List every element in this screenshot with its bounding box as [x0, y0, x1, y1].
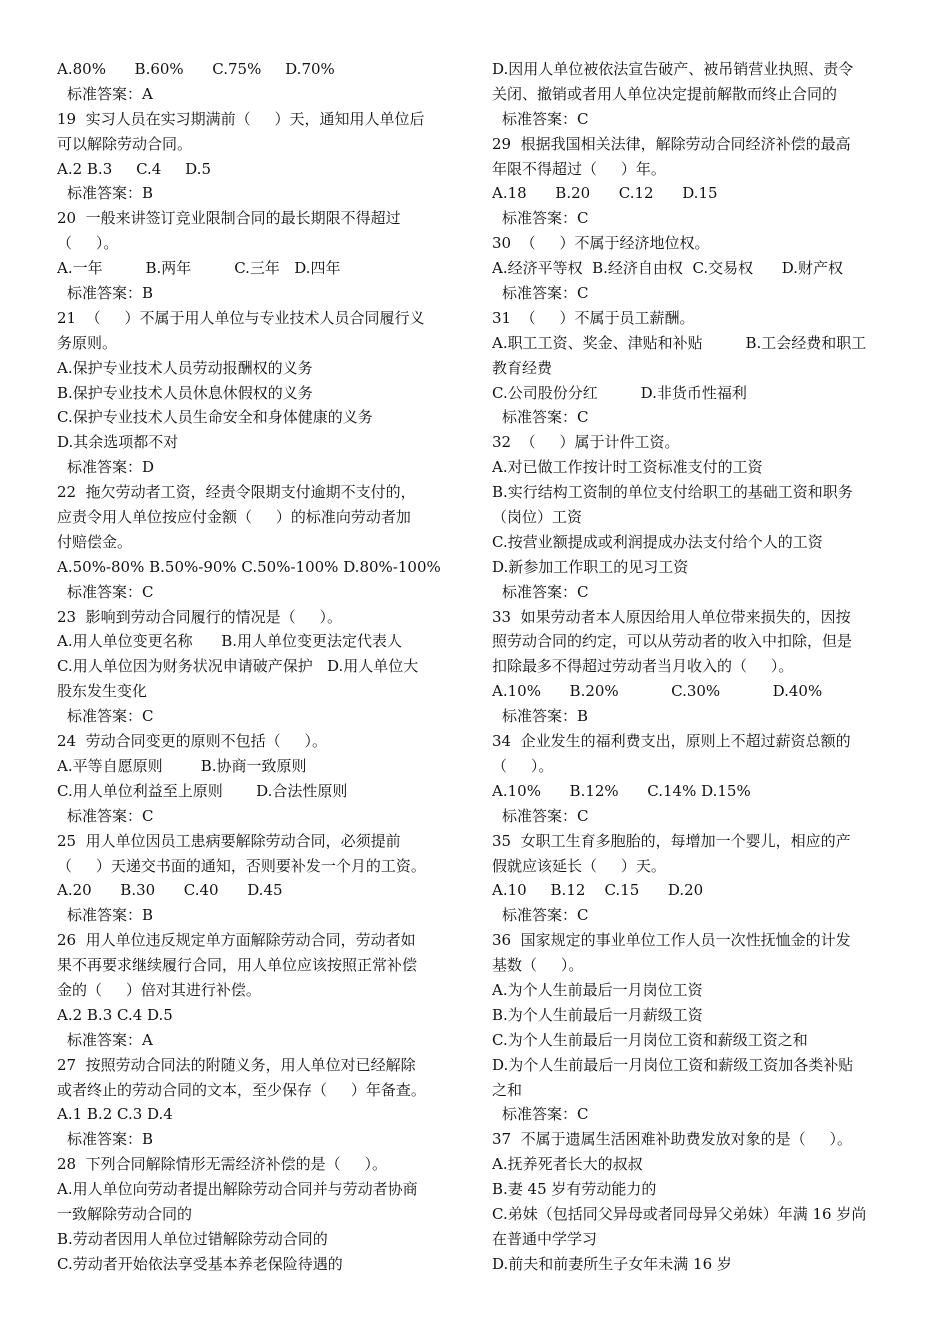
answer-option: B.劳动者因用人单位过错解除劳动合同的	[57, 1229, 328, 1248]
answer-option: A.10 B.12 C.15 D.20	[492, 881, 704, 900]
answer-option: A.一年 B.两年 C.三年 D.四年	[57, 259, 341, 278]
standard-answer: 标准答案：C	[502, 284, 589, 303]
answer-option: A.20 B.30 C.40 D.45	[57, 881, 283, 900]
answer-option: C.保护专业技术人员生命安全和身体健康的义务	[57, 408, 373, 427]
answer-option: 股东发生变化	[57, 682, 148, 701]
question-text: （ ）。	[57, 234, 119, 253]
answer-option: B.妻 45 岁有劳动能力的	[492, 1180, 657, 1199]
standard-answer: 标准答案：C	[502, 109, 589, 128]
answer-option: A.80% B.60% C.75% D.70%	[57, 60, 335, 78]
question-text: 25 用人单位因员工患病要解除劳动合同，必须提前	[57, 831, 401, 850]
answer-option: D.新参加工作职工的见习工资	[492, 557, 689, 576]
answer-option: 在普通中学学习	[492, 1229, 598, 1248]
question-text: 务原则。	[57, 333, 118, 352]
question-text: 29 根据我国相关法律，解除劳动合同经济补偿的最高	[492, 134, 851, 153]
answer-option: （岗位）工资	[492, 508, 583, 527]
answer-option: A.经济平等权 B.经济自由权 C.交易权 D.财产权	[492, 259, 844, 278]
answer-option: D.前夫和前妻所生子女年未满 16 岁	[492, 1254, 732, 1273]
question-text: 33 如果劳动者本人原因给用人单位带来损失的，因按	[492, 607, 851, 626]
answer-option: C.用人单位因为财务状况申请破产保护 D.用人单位大	[57, 657, 419, 676]
standard-answer: 标准答案：B	[67, 906, 154, 925]
answer-option: B.为个人生前最后一月薪级工资	[492, 1005, 703, 1024]
question-text: 付赔偿金。	[57, 532, 133, 551]
answer-option: A.10% B.20% C.30% D.40%	[492, 682, 823, 701]
answer-option: A.为个人生前最后一月岗位工资	[492, 980, 703, 999]
question-text: 34 企业发生的福利费支出，原则上不超过薪资总额的	[492, 732, 851, 751]
question-text: 28 下列合同解除情形无需经济补偿的是（ ）。	[57, 1155, 387, 1174]
answer-option: A.平等自愿原则 B.协商一致原则	[57, 756, 307, 775]
answer-option: C.弟妹（包括同父异母或者同母异父弟妹）年满 16 岁尚	[492, 1204, 867, 1223]
answer-option: A.保护专业技术人员劳动报酬权的义务	[57, 358, 313, 377]
answer-option: A.职工工资、奖金、津贴和补贴 B.工会经费和职工	[492, 333, 867, 352]
answer-option: A.用人单位向劳动者提出解除劳动合同并与劳动者协商	[57, 1180, 418, 1199]
question-text: 24 劳动合同变更的原则不包括（ ）。	[57, 732, 327, 751]
standard-answer: 标准答案：C	[502, 209, 589, 228]
answer-option: 教育经费	[492, 358, 553, 377]
answer-option: B.保护专业技术人员休息休假权的义务	[57, 383, 313, 402]
question-text: 基数（ ）。	[492, 956, 584, 975]
answer-option: D.为个人生前最后一月岗位工资和薪级工资加各类补贴	[492, 1055, 854, 1074]
question-text: 32 （ ）属于计件工资。	[492, 433, 680, 452]
question-text: （ ）天递交书面的通知，否则要补发一个月的工资。	[57, 856, 426, 875]
question-text: 金的（ ）倍对其进行补偿。	[57, 980, 261, 999]
answer-option: A.抚养死者长大的叔叔	[492, 1155, 643, 1174]
question-text: 可以解除劳动合同。	[57, 134, 193, 153]
question-text: 果不再要求继续履行合同，用人单位应该按照正常补偿	[57, 956, 418, 975]
question-text: 照劳动合同的约定，可以从劳动者的收入中扣除，但是	[492, 632, 853, 651]
answer-option: C.按营业额提成或利润提成办法支付给个人的工资	[492, 532, 823, 551]
answer-option: C.为个人生前最后一月岗位工资和薪级工资之和	[492, 1030, 808, 1049]
standard-answer: 标准答案：B	[67, 284, 154, 303]
standard-answer: 标准答案：B	[67, 1130, 154, 1149]
question-text: 22 拖欠劳动者工资，经责令限期支付逾期不支付的，	[57, 483, 416, 502]
answer-option: B.实行结构工资制的单位支付给职工的基础工资和职务	[492, 483, 853, 502]
question-text: 35 女职工生育多胞胎的，每增加一个婴儿，相应的产	[492, 831, 851, 850]
question-text: 年限不得超过（ ）年。	[492, 159, 666, 178]
answer-option: A.用人单位变更名称 B.用人单位变更法定代表人	[57, 632, 403, 651]
standard-answer: 标准答案：C	[502, 906, 589, 925]
standard-answer: 标准答案：B	[67, 184, 154, 203]
standard-answer: 标准答案：C	[67, 806, 154, 825]
standard-answer: 标准答案：C	[502, 408, 589, 427]
question-text: 26 用人单位违反规定单方面解除劳动合同，劳动者如	[57, 931, 416, 950]
question-text: 19 实习人员在实习期满前（ ）天，通知用人单位后	[57, 109, 425, 128]
answer-option: 关闭、撤销或者用人单位决定提前解散而终止合同的	[492, 84, 838, 103]
answer-option: A.对已做工作按计时工资标准支付的工资	[492, 458, 763, 477]
answer-option: C.劳动者开始依法享受基本养老保险待遇的	[57, 1254, 343, 1273]
answer-option: C.公司股份分红 D.非货币性福利	[492, 383, 747, 402]
question-text: 37 不属于遗属生活困难补助费发放对象的是（ ）。	[492, 1130, 852, 1149]
standard-answer: 标准答案：C	[502, 582, 589, 601]
answer-option: D.因用人单位被依法宣告破产、被吊销营业执照、责令	[492, 60, 854, 78]
answer-option: A.18 B.20 C.12 D.15	[492, 184, 718, 203]
standard-answer: 标准答案：C	[502, 806, 589, 825]
answer-option: A.10% B.12% C.14% D.15%	[492, 781, 751, 800]
answer-option: A.1 B.2 C.3 D.4	[57, 1105, 173, 1124]
right-column	[492, 57, 896, 1277]
question-text: 或者终止的劳动合同的文本，至少保存（ ）年备查。	[57, 1080, 426, 1099]
question-text: 23 影响到劳动合同履行的情况是（ ）。	[57, 607, 342, 626]
answer-option: 一致解除劳动合同的	[57, 1204, 193, 1223]
answer-option: 之和	[492, 1080, 523, 1099]
left-column	[57, 57, 460, 1277]
standard-answer: 标准答案：C	[67, 707, 154, 726]
question-text: 假就应该延长（ ）天。	[492, 856, 666, 875]
standard-answer: 标准答案：A	[67, 1030, 153, 1049]
question-text: 27 按照劳动合同法的附随义务，用人单位对已经解除	[57, 1055, 416, 1074]
answer-option: C.用人单位利益至上原则 D.合法性原则	[57, 781, 348, 800]
question-text: 30 （ ）不属于经济地位权。	[492, 234, 710, 253]
answer-option: A.2 B.3 C.4 D.5	[57, 1005, 173, 1024]
standard-answer: 标准答案：C	[502, 1105, 589, 1124]
answer-option: A.50%-80% B.50%-90% C.50%-100% D.80%-100%	[57, 557, 441, 576]
answer-option: D.其余选项都不对	[57, 433, 179, 452]
answer-option: A.2 B.3 C.4 D.5	[57, 159, 211, 178]
question-text: 21 （ ）不属于用人单位与专业技术人员合同履行义	[57, 308, 425, 327]
standard-answer: 标准答案：A	[67, 84, 153, 103]
question-text: 扣除最多不得超过劳动者当月收入的（ ）。	[492, 657, 794, 676]
question-text: 应责令用人单位按应付金额（ ）的标准向劳动者加	[57, 508, 411, 527]
question-text: 31 （ ）不属于员工薪酬。	[492, 308, 695, 327]
question-text: （ ）。	[492, 756, 554, 775]
standard-answer: 标准答案：B	[502, 707, 589, 726]
standard-answer: 标准答案：C	[67, 582, 154, 601]
question-text: 20 一般来讲签订竞业限制合同的最长期限不得超过	[57, 209, 401, 228]
standard-answer: 标准答案：D	[67, 458, 155, 477]
question-text: 36 国家规定的事业单位工作人员一次性抚恤金的计发	[492, 931, 851, 950]
